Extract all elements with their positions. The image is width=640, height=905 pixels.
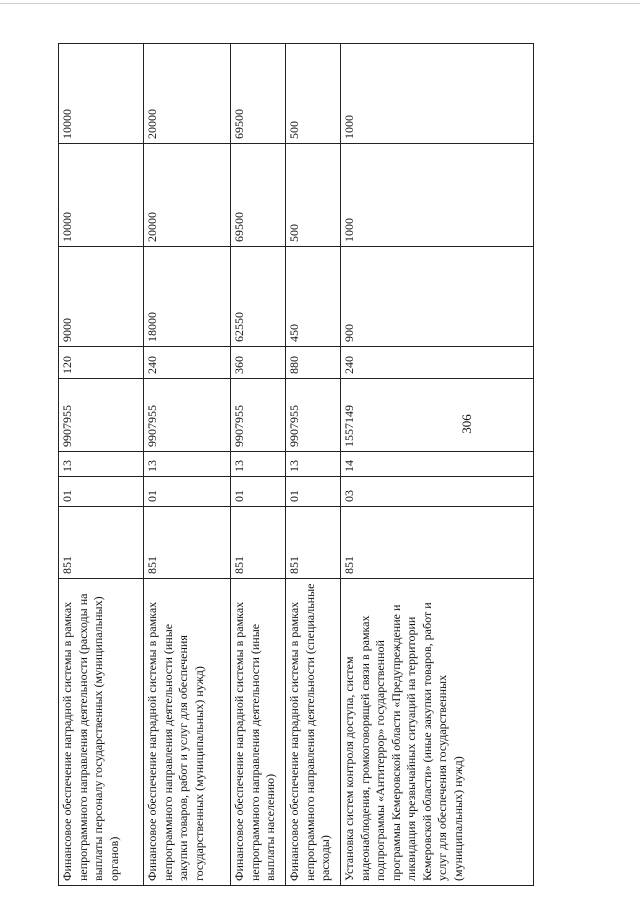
top-rule <box>0 3 640 4</box>
cell-expense-type: 120 <box>59 347 144 379</box>
table-row <box>59 44 144 886</box>
cell-amount-2: 10000 <box>59 144 144 247</box>
cell-subsection: 13 <box>231 452 286 477</box>
cell-amount-2: 1000 <box>341 144 534 247</box>
cell-ministry: 851 <box>231 507 286 579</box>
table-row <box>341 44 534 886</box>
cell-expense-type: 240 <box>144 347 231 379</box>
cell-amount-1: 450 <box>286 247 341 347</box>
cell-amount-2: 500 <box>286 144 341 247</box>
table-row <box>231 44 286 886</box>
cell-amount-3: 20000 <box>144 44 231 144</box>
cell-amount-2: 69500 <box>231 144 286 247</box>
cell-expense-type: 880 <box>286 347 341 379</box>
cell-subsection: 13 <box>144 452 231 477</box>
budget-table <box>58 43 534 886</box>
cell-ministry: 851 <box>286 507 341 579</box>
cell-target-article: 9907955 <box>231 379 286 452</box>
cell-amount-3: 500 <box>286 44 341 144</box>
cell-target-article: 9907955 <box>59 379 144 452</box>
row-description: Финансовое обеспечение наградной системы в рамках непрограммного направления деятельности (иные выплаты населению) <box>231 579 286 886</box>
table-row <box>286 44 341 886</box>
rotated-table-container <box>58 44 533 886</box>
cell-ministry: 851 <box>59 507 144 579</box>
cell-ministry: 851 <box>144 507 231 579</box>
row-description: Финансовое обеспечение наградной системы в рамках непрограммного направления деятельности (специальные расходы) <box>286 579 341 886</box>
cell-section: 01 <box>286 477 341 507</box>
cell-section: 01 <box>144 477 231 507</box>
cell-target-article: 1557149 <box>341 379 534 452</box>
cell-amount-3: 1000 <box>341 44 534 144</box>
cell-expense-type: 360 <box>231 347 286 379</box>
cell-amount-2: 20000 <box>144 144 231 247</box>
cell-ministry: 851 <box>341 507 534 579</box>
row-description: Финансовое обеспечение наградной системы в рамках непрограммного направления деятельности (расходы на выплаты персоналу государственных (муниципальных) органов) <box>59 579 144 886</box>
row-description: Финансовое обеспечение наградной системы в рамках непрограммного направления деятельности (иные закупки товаров, работ и услуг для обеспечения государственных (муниципальных) нужд) <box>144 579 231 886</box>
cell-amount-1: 62550 <box>231 247 286 347</box>
row-description: Установка систем контроля доступа, систем видеонаблюдения, громкоговорящей связи в рамках подпрограммы «Антитеррор» государственной программы Кемеровской области «Предупреждение и ликвидация чрезвычайных ситуаций на территории Кемеровской области» (иные закупки товаров, работ и услуг для обеспечения государственных (муниципальных) нужд) <box>341 579 534 886</box>
cell-amount-3: 69500 <box>231 44 286 144</box>
cell-subsection: 14 <box>341 452 534 477</box>
cell-section: 01 <box>59 477 144 507</box>
cell-amount-1: 18000 <box>144 247 231 347</box>
cell-amount-3: 10000 <box>59 44 144 144</box>
cell-amount-1: 900 <box>341 247 534 347</box>
cell-amount-1: 9000 <box>59 247 144 347</box>
cell-section: 03 <box>341 477 534 507</box>
cell-expense-type: 240 <box>341 347 534 379</box>
cell-target-article: 9907955 <box>286 379 341 452</box>
cell-subsection: 13 <box>286 452 341 477</box>
page-number: 306 <box>459 414 474 434</box>
cell-subsection: 13 <box>59 452 144 477</box>
table-row <box>144 44 231 886</box>
table-body <box>59 44 534 886</box>
cell-section: 01 <box>231 477 286 507</box>
cell-target-article: 9907955 <box>144 379 231 452</box>
